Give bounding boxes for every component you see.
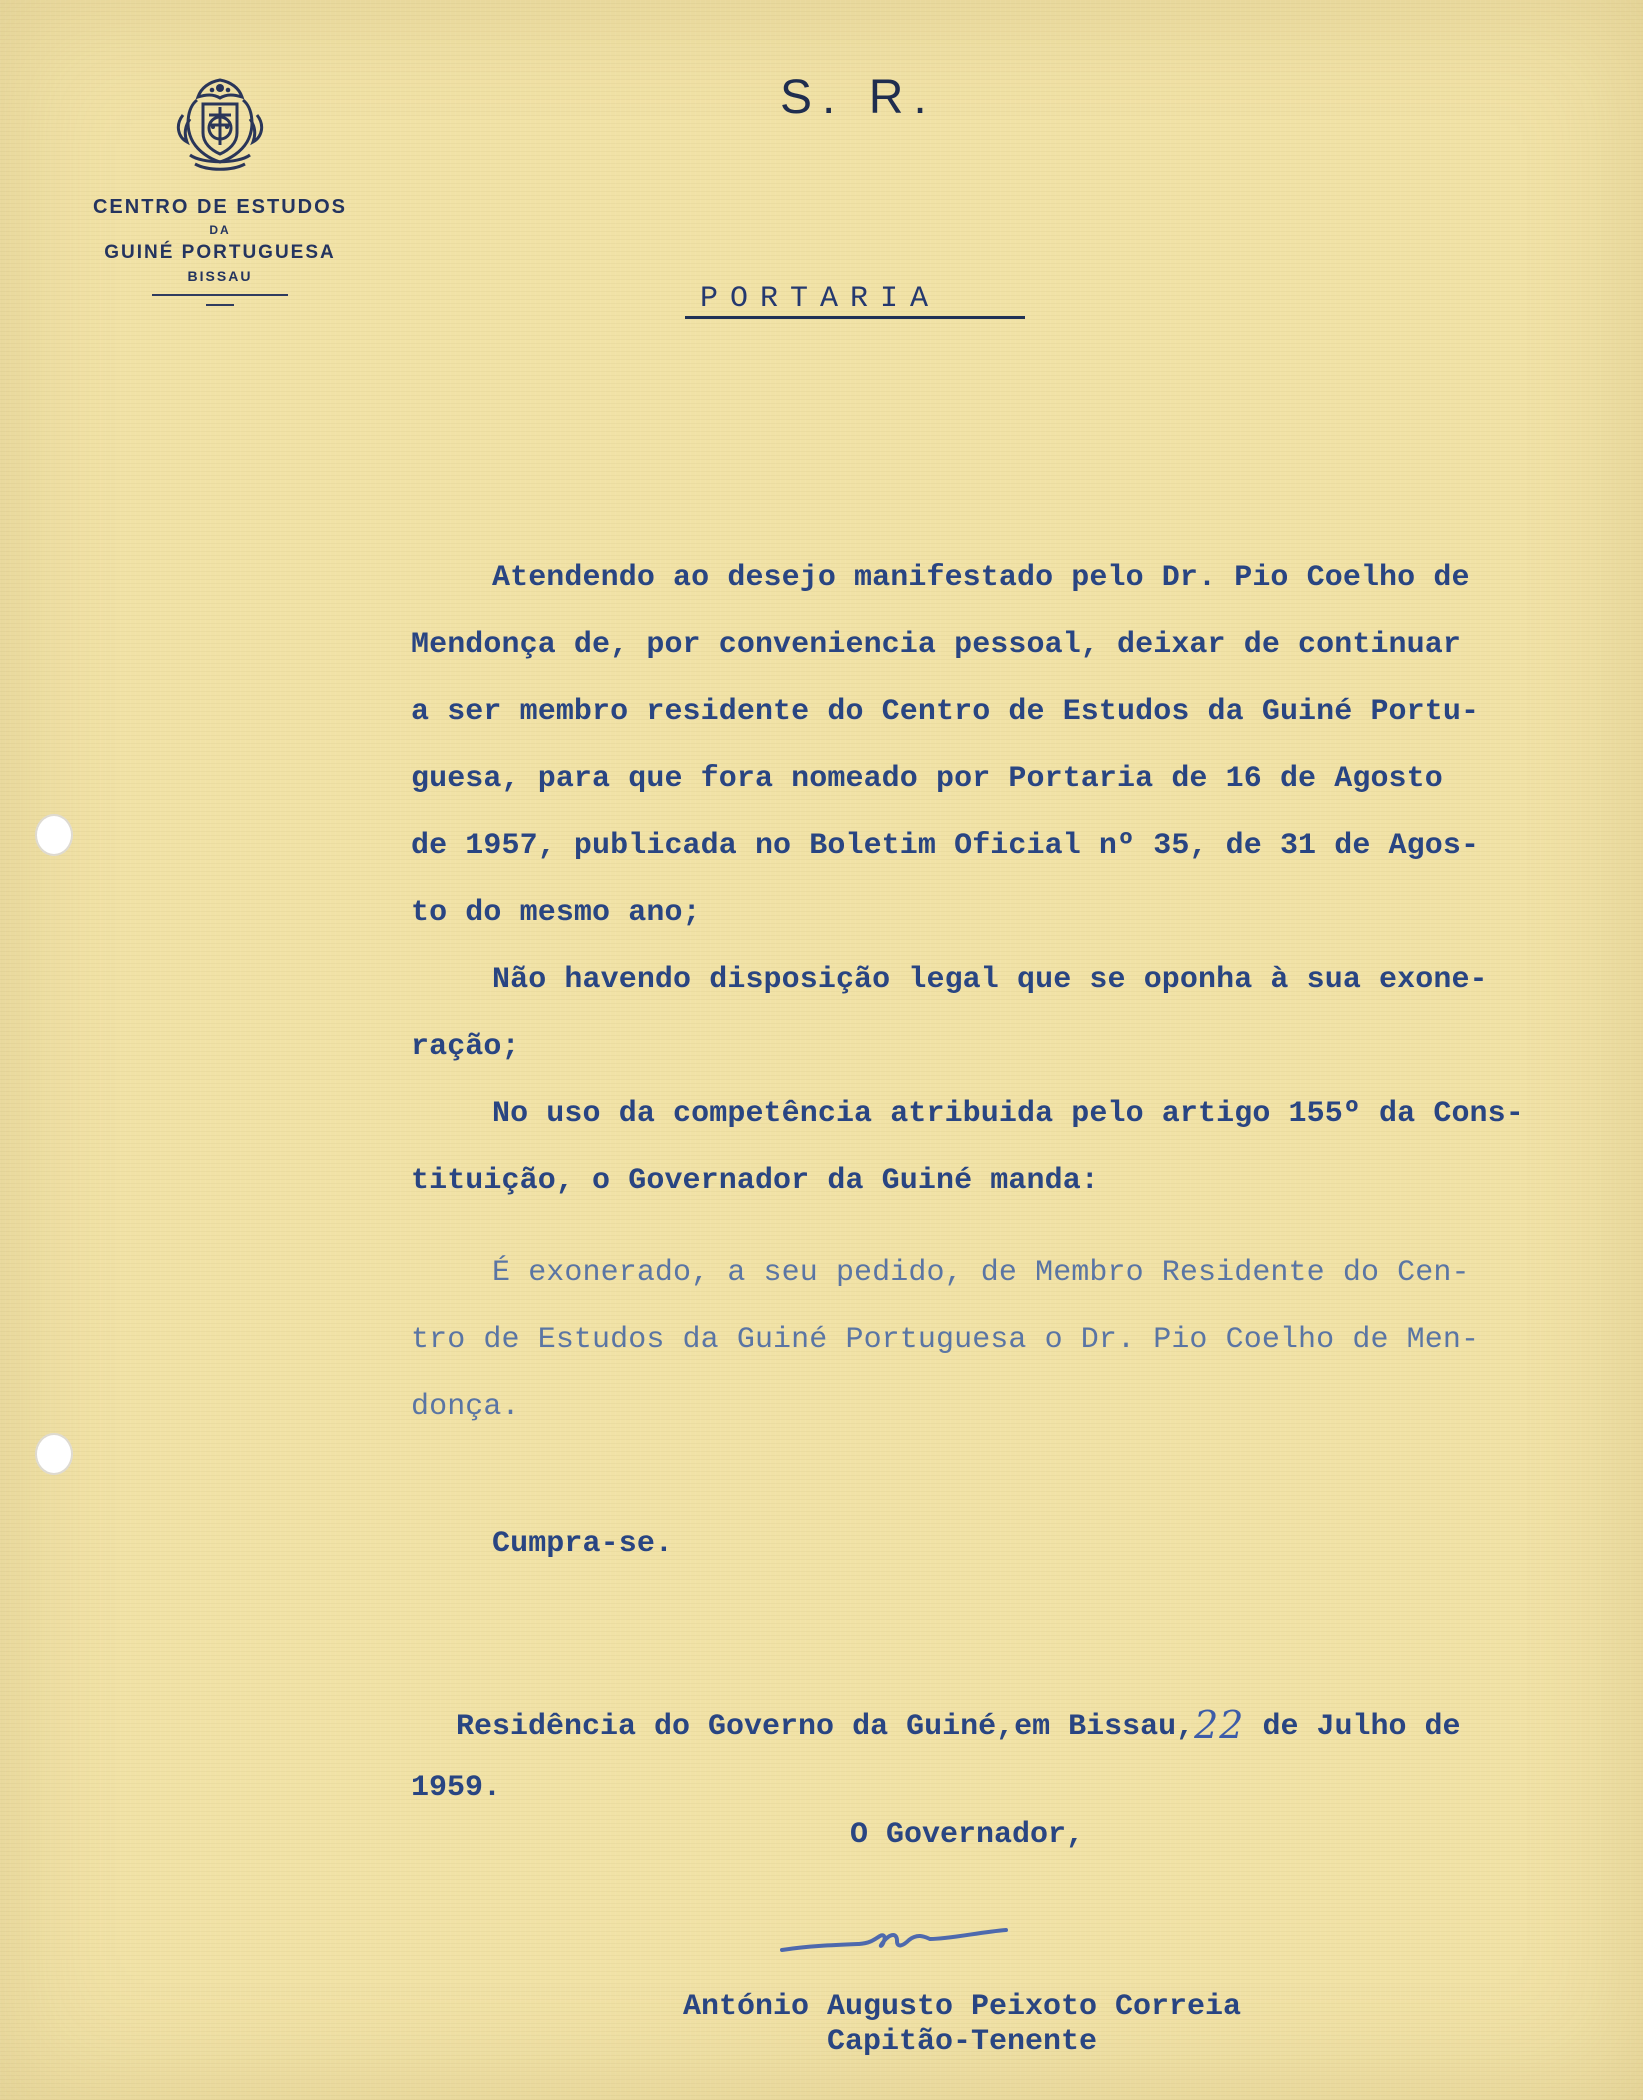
body-text xyxy=(411,545,1621,1578)
signatory-block xyxy=(652,1990,1272,2059)
body-line-3: a ser membro residente do Centro de Estudos da Guiné Portu- xyxy=(411,695,1480,729)
body-line-11: É exonerado, a seu pedido, de Membro Residente do Cen- xyxy=(492,1256,1470,1290)
body-line-1: Atendendo ao desejo manifestado pelo Dr. Pio Coelho de xyxy=(492,561,1470,595)
body-line-10: tituição, o Governador da Guiné manda: xyxy=(411,1164,1099,1198)
body-line-8: ração; xyxy=(411,1030,520,1064)
paragraph-gap xyxy=(411,1215,1621,1240)
closing-place-prefix: Residência do Governo da Guiné,em Bissau, xyxy=(456,1710,1195,1744)
document-title: PORTARIA xyxy=(700,282,941,316)
body-line-4: guesa, para que fora nomeado por Portaria de 16 de Agosto xyxy=(411,762,1443,796)
body-line-14: Cumpra-se. xyxy=(492,1527,674,1561)
letterhead-divider-long xyxy=(152,294,288,296)
title-underline xyxy=(685,316,1025,319)
body-line-9: No uso da competência atribuida pelo artigo 155º da Cons- xyxy=(492,1097,1524,1131)
crest-icon xyxy=(165,70,275,180)
binder-hole-bottom xyxy=(35,1433,73,1475)
binder-hole-top xyxy=(35,814,73,856)
handwritten-day: 22 xyxy=(1194,1703,1245,1747)
letterhead-line-1: CENTRO DE ESTUDOS xyxy=(92,196,348,218)
signature-icon xyxy=(780,1910,1010,1970)
top-mark: S. R. xyxy=(780,71,937,124)
body-line-2: Mendonça de, por conveniencia pessoal, deixar de continuar xyxy=(411,628,1461,662)
signatory-rank: Capitão-Tenente xyxy=(826,2025,1098,2059)
paragraph-gap-large xyxy=(411,1441,1621,1511)
body-line-13: donça. xyxy=(411,1390,520,1424)
closing-place-suffix: de Julho de xyxy=(1244,1710,1461,1744)
body-line-12: tro de Estudos da Guiné Portuguesa o Dr. Pio Coelho de Men- xyxy=(411,1323,1480,1357)
body-line-5: de 1957, publicada no Boletim Oficial nº 35, de 31 de Agos- xyxy=(411,829,1480,863)
closing-line-1 xyxy=(456,1688,1606,1755)
letterhead xyxy=(60,70,380,306)
closing-block xyxy=(411,1688,1606,1822)
letterhead-line-3: GUINÉ PORTUGUESA xyxy=(104,242,336,263)
closing-year: 1959. xyxy=(411,1771,502,1805)
letterhead-line-4: BISSAU xyxy=(187,268,253,284)
body-line-7: Não havendo disposição legal que se oponha à sua exone- xyxy=(492,963,1488,997)
signatory-name: António Augusto Peixoto Correia xyxy=(682,1990,1242,2024)
body-line-6: to do mesmo ano; xyxy=(411,896,701,930)
signatory-title: O Governador, xyxy=(850,1818,1085,1852)
letterhead-divider-short xyxy=(206,304,234,306)
letterhead-line-2: DA xyxy=(209,223,231,237)
